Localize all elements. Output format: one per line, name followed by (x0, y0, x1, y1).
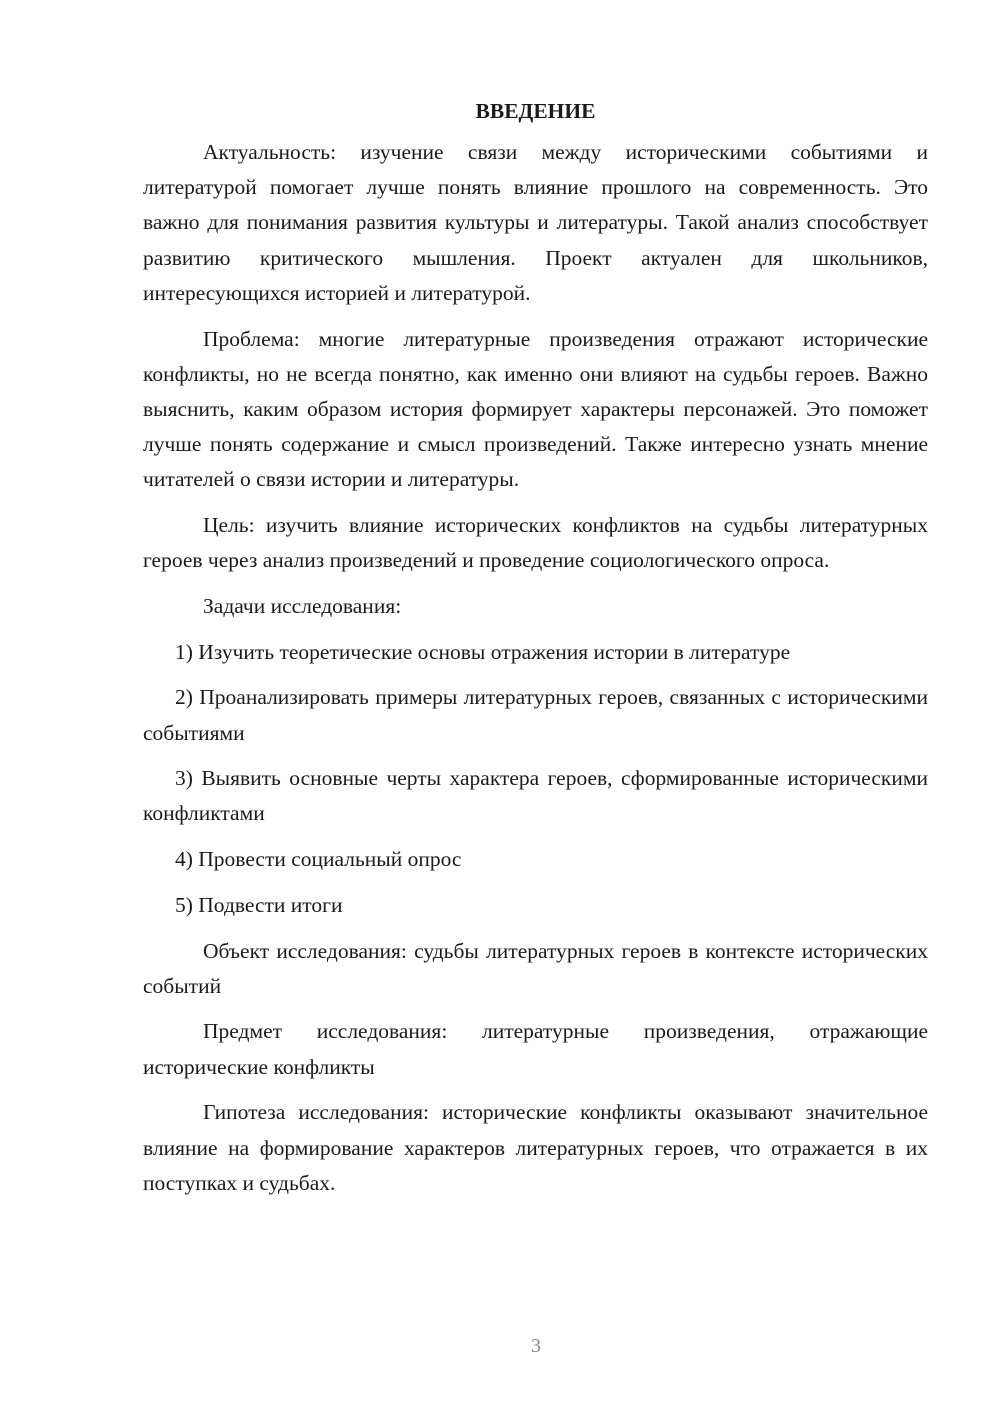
problem-paragraph: Проблема: многие литературные произведения отражают исторические конфликты, но не всегда понятно, как именно они влияют на судьбы героев. Важно выяснить, каким образом история формирует характеры персонажей. Это поможет лучше понять содержание и смысл произведений. Также интересно узнать мнение читателей о связи истории и литературы. (143, 326, 928, 492)
tasks-heading: Задачи исследования: (203, 593, 402, 618)
subject-paragraph: Предмет исследования: литературные произведения, отражающие исторические конфликты (143, 1019, 928, 1079)
goal-paragraph: Цель: изучить влияние исторических конфликтов на судьбы литературных героев через анализ произведений и проведение социологического опроса. (143, 513, 928, 573)
task-item: 3) Выявить основные черты характера героев, сформированные историческими конфликтами (143, 766, 928, 826)
object-paragraph: Объект исследования: судьбы литературных героев в контексте исторических событий (143, 938, 928, 998)
section-title: ВВЕДЕНИЕ (475, 99, 596, 123)
document-body (143, 94, 928, 1211)
relevance-paragraph: Актуальность: изучение связи между историческими событиями и литературой помогает лучше понять влияние прошлого на современность. Это важно для понимания развития культуры и литературы. Такой анализ способствует развитию критического мышления. Проект актуален для школьников, интересующихся историей и литературой. (143, 140, 928, 305)
task-item: 2) Проанализировать примеры литературных героев, связанных с историческими событиями (143, 685, 928, 745)
page-number: 3 (531, 1335, 541, 1357)
task-item: 5) Подвести итоги (175, 892, 343, 917)
task-item: 1) Изучить теоретические основы отражения истории в литературе (175, 639, 791, 664)
task-item: 4) Провести социальный опрос (175, 847, 462, 872)
hypothesis-paragraph: Гипотеза исследования: исторические конфликты оказывают значительное влияние на формирование характеров литературных героев, что отражается в их поступках и судьбах. (143, 1100, 928, 1195)
